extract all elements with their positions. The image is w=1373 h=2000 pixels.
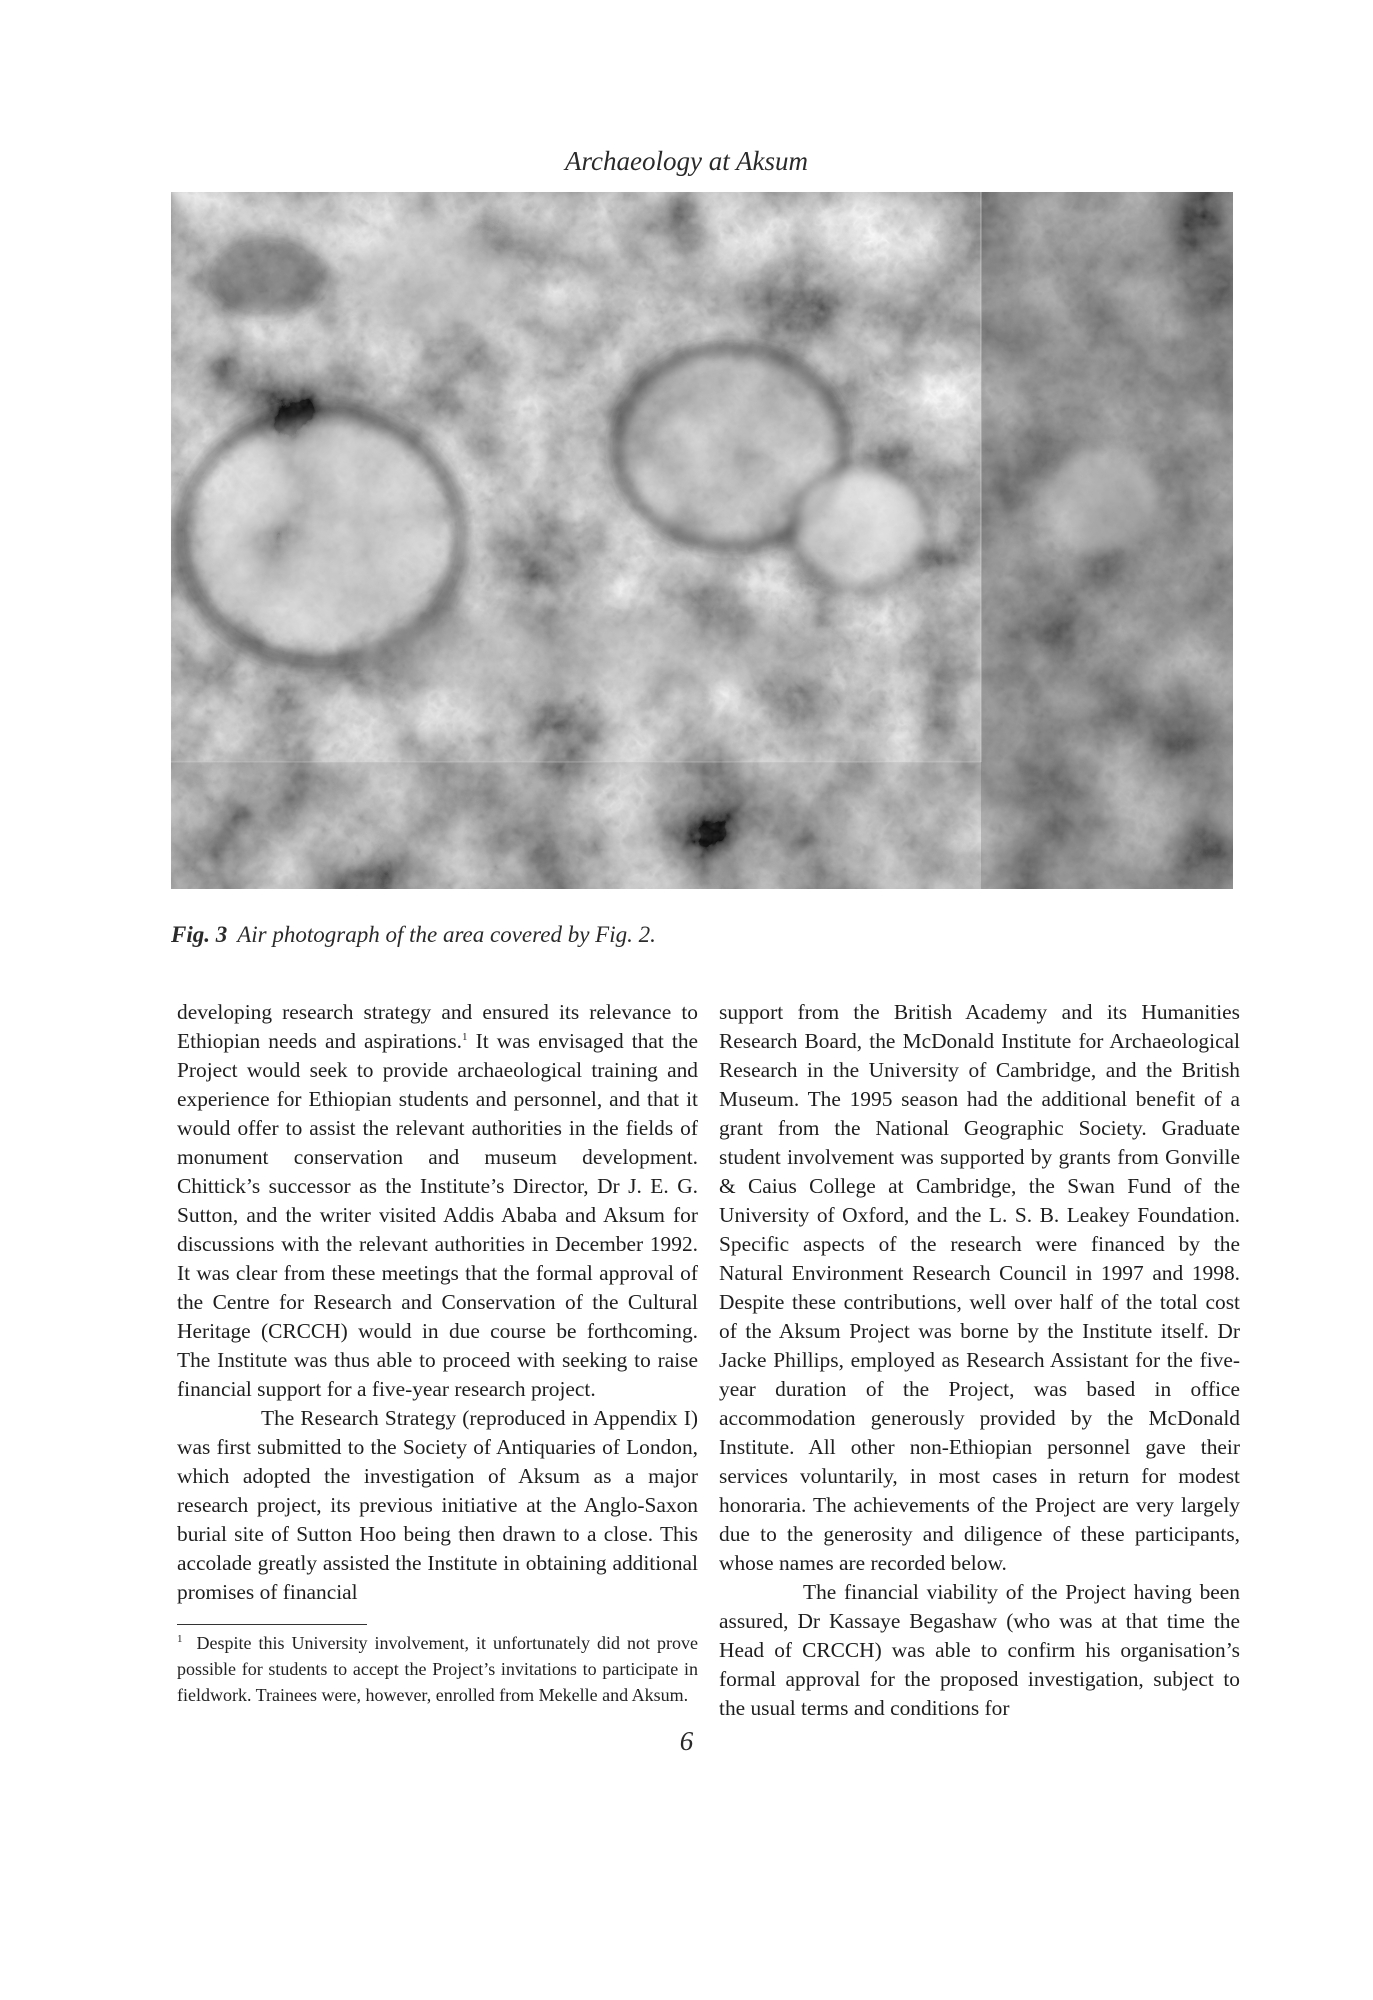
- figure-label: Fig. 3: [171, 922, 228, 947]
- air-photograph: [171, 192, 1233, 889]
- footnote-reference[interactable]: 1: [462, 1030, 468, 1043]
- page-number: 6: [679, 1726, 694, 1756]
- figure-caption-text: Air photograph of the area covered by Fig. 2.: [237, 922, 656, 947]
- footnote-marker: 1: [177, 1633, 183, 1645]
- left-column: [177, 998, 698, 1607]
- footnote-divider: [177, 1624, 367, 1625]
- paragraph: [177, 998, 698, 1404]
- footnote: [177, 1630, 698, 1708]
- running-title: Archaeology at Aksum: [565, 146, 808, 176]
- paragraph: The financial viability of the Project having been assured, Dr Kassaye Begashaw (who was at that time the Head of CRCCH) was able to confirm his organisation’s formal approval for the proposed investigation, subject to the usual terms and conditions for: [719, 1580, 1240, 1720]
- footnote-text: Despite this University involvement, it unfortunately did not prove possible for students to accept the Project’s invitations to participate in fieldwork. Trainees were, however, enrolled from Mekelle and Aksum.: [177, 1633, 698, 1705]
- paragraph: support from the British Academy and its Humanities Research Board, the McDonald Institute for Archaeological Research in the University of Cambridge, and the British Museum. The 1995 season had the additional benefit of a grant from the National Geographic Society. Graduate student involvement was supported by grants from Gonville & Caius College at Cambridge, the Swan Fund of the University of Oxford, and the L. S. B. Leakey Foundation. Specific aspects of the research were financed by the Natural Environment Research Council in 1997 and 1998. Despite these contributions, well over half of the total cost of the Aksum Project was borne by the Institute itself. Dr Jacke Phillips, employed as Research Assistant for the five-year duration of the Project, was based in office accommodation generously provided by the McDonald Institute. All other non-Ethiopian personnel gave their services voluntarily, in most cases in return for modest honoraria. The achievements of the Project are very largely due to the generosity and diligence of these participants, whose names are recorded below.: [719, 1000, 1240, 1575]
- figure-caption: [171, 922, 656, 948]
- right-column: [719, 998, 1240, 1723]
- paragraph-text: developing research strategy and ensured its relevance to Ethiopian needs and aspirations.: [177, 1000, 698, 1053]
- paragraph: The Research Strategy (reproduced in Appendix I) was first submitted to the Society of Antiquaries of London, which adopted the investigation of Aksum as a major research project, its previous initiative at the Anglo-Saxon burial site of Sutton Hoo being then drawn to a close. This accolade greatly assisted the Institute in obtaining additional promises of financial: [177, 1406, 698, 1604]
- air-photograph-image: [171, 192, 1233, 889]
- paragraph-text: It was envisaged that the Project would seek to provide archaeological training and experience for Ethiopian students and personnel, and that it would offer to assist the relevant authorities in the fields of monument conservation and museum development. Chittick’s successor as the Institute’s Director, Dr J. E. G. Sutton, and the writer visited Addis Ababa and Aksum for discussions with the relevant authorities in December 1992. It was clear from these meetings that the formal approval of the Centre for Research and Conservation of the Cultural Heritage (CRCCH) would in due course be forthcoming. The Institute was thus able to proceed with seeking to raise financial support for a five-year research project.: [177, 1029, 699, 1401]
